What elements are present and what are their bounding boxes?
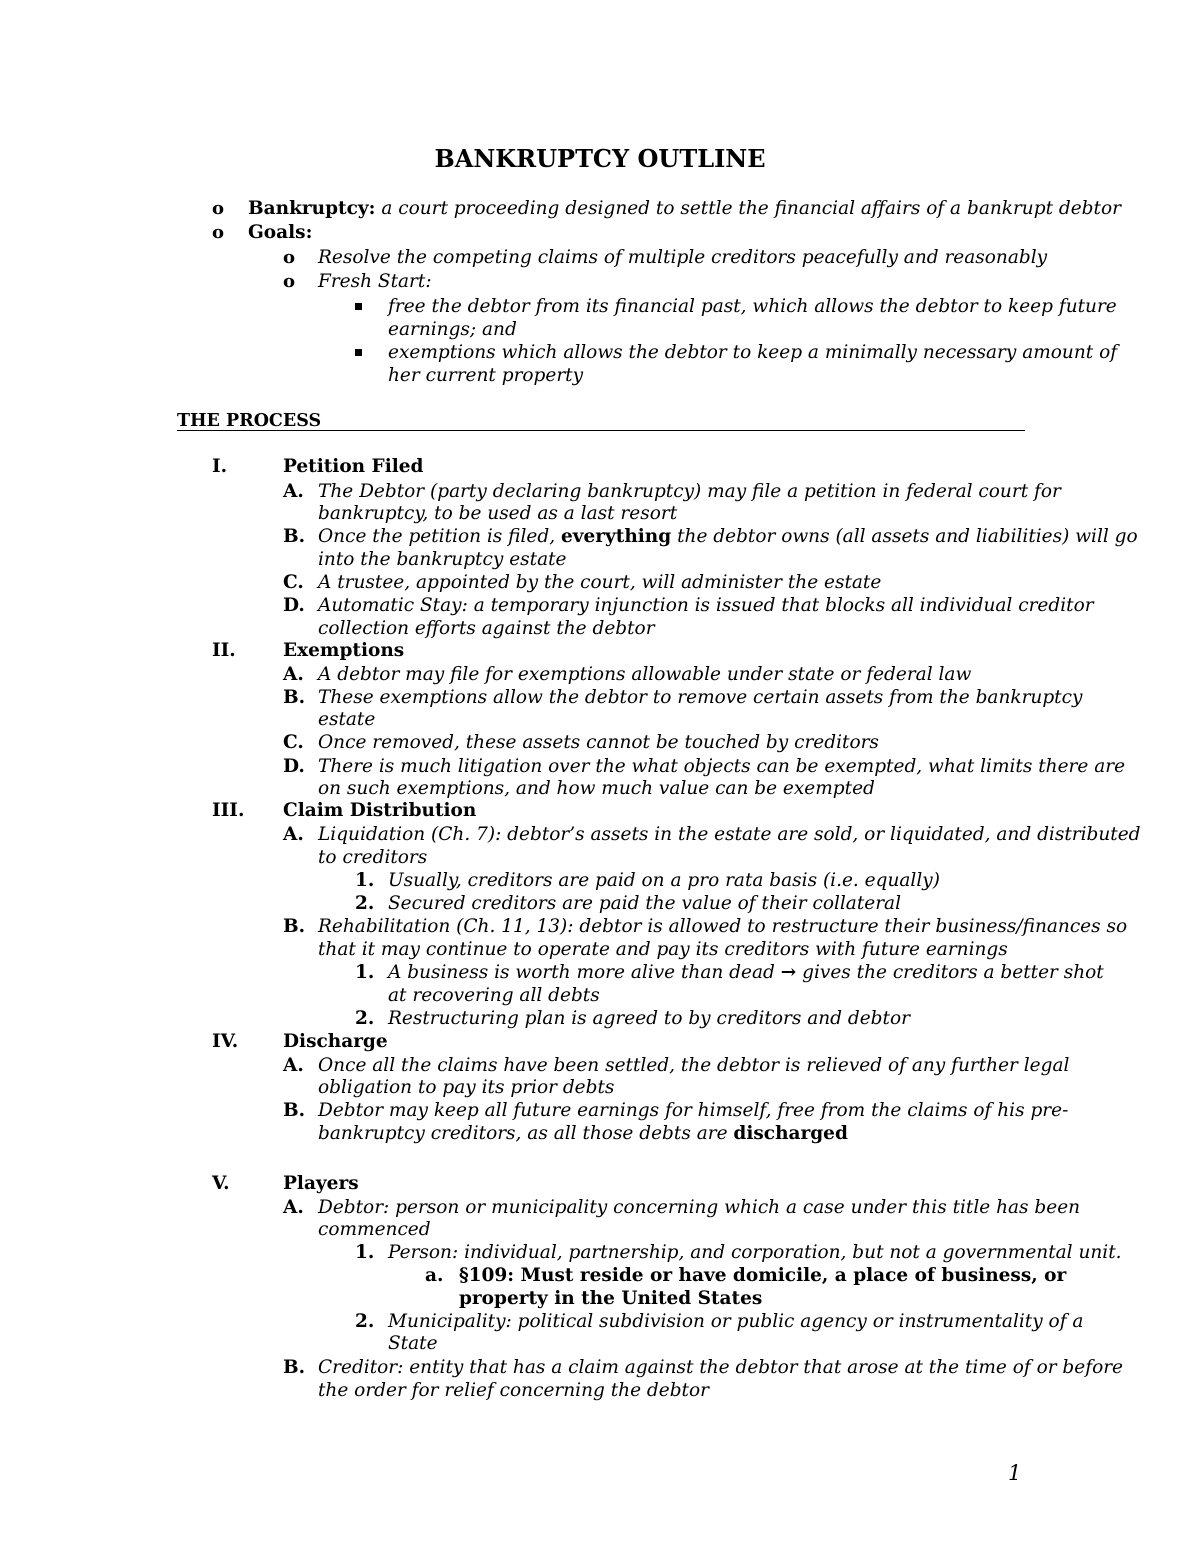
letter-b: B. (283, 526, 306, 547)
letter-b: B. (283, 1357, 306, 1378)
s5-a1a-line1: §109: Must reside or have domicile, a place of business, or (459, 1265, 1067, 1286)
roman-numeral-2: II. (212, 640, 236, 661)
s1-b-post: the debtor owns (all assets and liabilities) will go (677, 526, 1138, 547)
letter-d: D. (283, 756, 305, 777)
bullet-o-icon: o (283, 247, 296, 268)
fresh-start-2-line2: her current property (388, 365, 584, 386)
goal-1: Resolve the competing claims of multiple creditors peacefully and reasonably (318, 247, 1048, 268)
s3-b2: Restructuring plan is agreed to by creditors and debtor (388, 1008, 910, 1029)
letter-a: A. (283, 1055, 304, 1076)
number-1: 1. (355, 870, 375, 891)
section-1-heading: Petition Filed (283, 456, 424, 477)
s3-b1-pre: A business is worth more alive than dead (388, 962, 775, 983)
square-bullet-icon (355, 303, 362, 310)
letter-c: C. (283, 572, 304, 593)
fresh-start-1-line1: free the debtor from its financial past, which allows the debtor to keep future (388, 296, 1117, 317)
bullet-o-icon: o (212, 222, 225, 243)
s1-a-line1: The Debtor (party declaring bankruptcy) may file a petition in federal court for (318, 481, 1061, 502)
s2-b-line1: These exemptions allow the debtor to remove certain assets from the bankruptcy (318, 687, 1083, 708)
s1-c: A trustee, appointed by the court, will administer the estate (318, 572, 882, 593)
s3-b1-line1 (388, 962, 1104, 984)
letter-a: A. (283, 664, 304, 685)
bankruptcy-definition (248, 198, 1121, 220)
s4-b-pre: bankruptcy creditors, as all those debts are (318, 1123, 728, 1144)
goals-term: Goals: (248, 222, 313, 243)
s3-b1-line2: at recovering all debts (388, 985, 600, 1006)
s3-b-line1: Rehabilitation (Ch. 11, 13): debtor is allowed to restructure their business/finances so (318, 916, 1128, 937)
s3-a-line2: to creditors (318, 847, 428, 868)
bankruptcy-term: Bankruptcy: (248, 198, 376, 219)
section-4-heading: Discharge (283, 1031, 388, 1052)
right-arrow-icon: → (780, 962, 797, 983)
section-3-heading: Claim Distribution (283, 800, 477, 821)
letter-lower-a: a. (425, 1265, 444, 1286)
bankruptcy-def: a court proceeding designed to settle the financial affairs of a bankrupt debtor (381, 198, 1121, 219)
s4-b-bold: discharged (733, 1123, 848, 1144)
s5-a-line1: Debtor: person or municipality concerning which a case under this title has been (318, 1197, 1081, 1218)
s1-b-bold: everything (561, 526, 672, 547)
s1-b-pre: Once the petition is filed, (318, 526, 556, 547)
document-title: BANKRUPTCY OUTLINE (434, 144, 766, 173)
number-2: 2. (355, 1311, 375, 1332)
letter-b: B. (283, 1100, 306, 1121)
s4-b-line1: Debtor may keep all future earnings for himself, free from the claims of his pre- (318, 1100, 1069, 1121)
letter-a: A. (283, 824, 304, 845)
s1-b-line1 (318, 526, 1138, 548)
s3-a2: Secured creditors are paid the value of their collateral (388, 893, 901, 914)
letter-c: C. (283, 732, 304, 753)
section-divider (177, 430, 1025, 431)
s2-d-line1: There is much litigation over the what objects can be exempted, what limits there are (318, 756, 1126, 777)
s5-a2-line2: State (388, 1333, 438, 1354)
letter-a: A. (283, 481, 304, 502)
s5-a-line2: commenced (318, 1219, 431, 1240)
section-5-heading: Players (283, 1173, 359, 1194)
s1-d-line1: Automatic Stay: a temporary injunction is issued that blocks all individual creditor (318, 595, 1094, 616)
s2-a: A debtor may file for exemptions allowable under state or federal law (318, 664, 972, 685)
number-2: 2. (355, 1008, 375, 1029)
s3-b1-post: gives the creditors a better shot (802, 962, 1104, 983)
s2-c: Once removed, these assets cannot be touched by creditors (318, 732, 879, 753)
s1-d-line2: collection efforts against the debtor (318, 618, 655, 639)
bullet-o-icon: o (283, 271, 296, 292)
letter-b: B. (283, 916, 306, 937)
s5-b-line2: the order for relief concerning the debtor (318, 1380, 709, 1401)
section-2-heading: Exemptions (283, 640, 405, 661)
fresh-start-1-line2: earnings; and (388, 319, 517, 340)
number-1: 1. (355, 962, 375, 983)
letter-a: A. (283, 1197, 304, 1218)
bullet-o-icon: o (212, 198, 225, 219)
s4-b-line2 (318, 1123, 848, 1145)
s3-b-line2: that it may continue to operate and pay its creditors with future earnings (318, 939, 1008, 960)
letter-b: B. (283, 687, 306, 708)
goal-2: Fresh Start: (318, 271, 432, 292)
roman-numeral-3: III. (212, 800, 245, 821)
number-2: 2. (355, 893, 375, 914)
number-1: 1. (355, 1242, 375, 1263)
s5-a1a-line2: property in the United States (459, 1288, 763, 1309)
s5-a1: Person: individual, partnership, and corporation, but not a governmental unit. (388, 1242, 1122, 1263)
s2-b-line2: estate (318, 709, 376, 730)
roman-numeral-5: V. (212, 1173, 230, 1194)
roman-numeral-1: I. (212, 456, 228, 477)
fresh-start-2-line1: exemptions which allows the debtor to keep a minimally necessary amount of (388, 342, 1118, 363)
square-bullet-icon (355, 349, 362, 356)
page-number: 1 (1008, 1461, 1022, 1485)
s4-a-line2: obligation to pay its prior debts (318, 1077, 615, 1098)
s1-a-line2: bankruptcy, to be used as a last resort (318, 503, 678, 524)
s5-a2-line1: Municipality: political subdivision or public agency or instrumentality of a (388, 1311, 1084, 1332)
s4-a-line1: Once all the claims have been settled, the debtor is relieved of any further legal (318, 1055, 1070, 1076)
roman-numeral-4: IV. (212, 1031, 239, 1052)
s3-a1: Usually, creditors are paid on a pro rata basis (i.e. equally) (388, 870, 940, 891)
s2-d-line2: on such exemptions, and how much value can be exempted (318, 778, 875, 799)
s5-b-line1: Creditor: entity that has a claim against the debtor that arose at the time of or before (318, 1357, 1124, 1378)
s1-b-line2: into the bankruptcy estate (318, 549, 567, 570)
letter-d: D. (283, 595, 305, 616)
s3-a-line1: Liquidation (Ch. 7): debtor’s assets in the estate are sold, or liquidated, and distributed (318, 824, 1141, 845)
section-heading: THE PROCESS (177, 411, 322, 431)
